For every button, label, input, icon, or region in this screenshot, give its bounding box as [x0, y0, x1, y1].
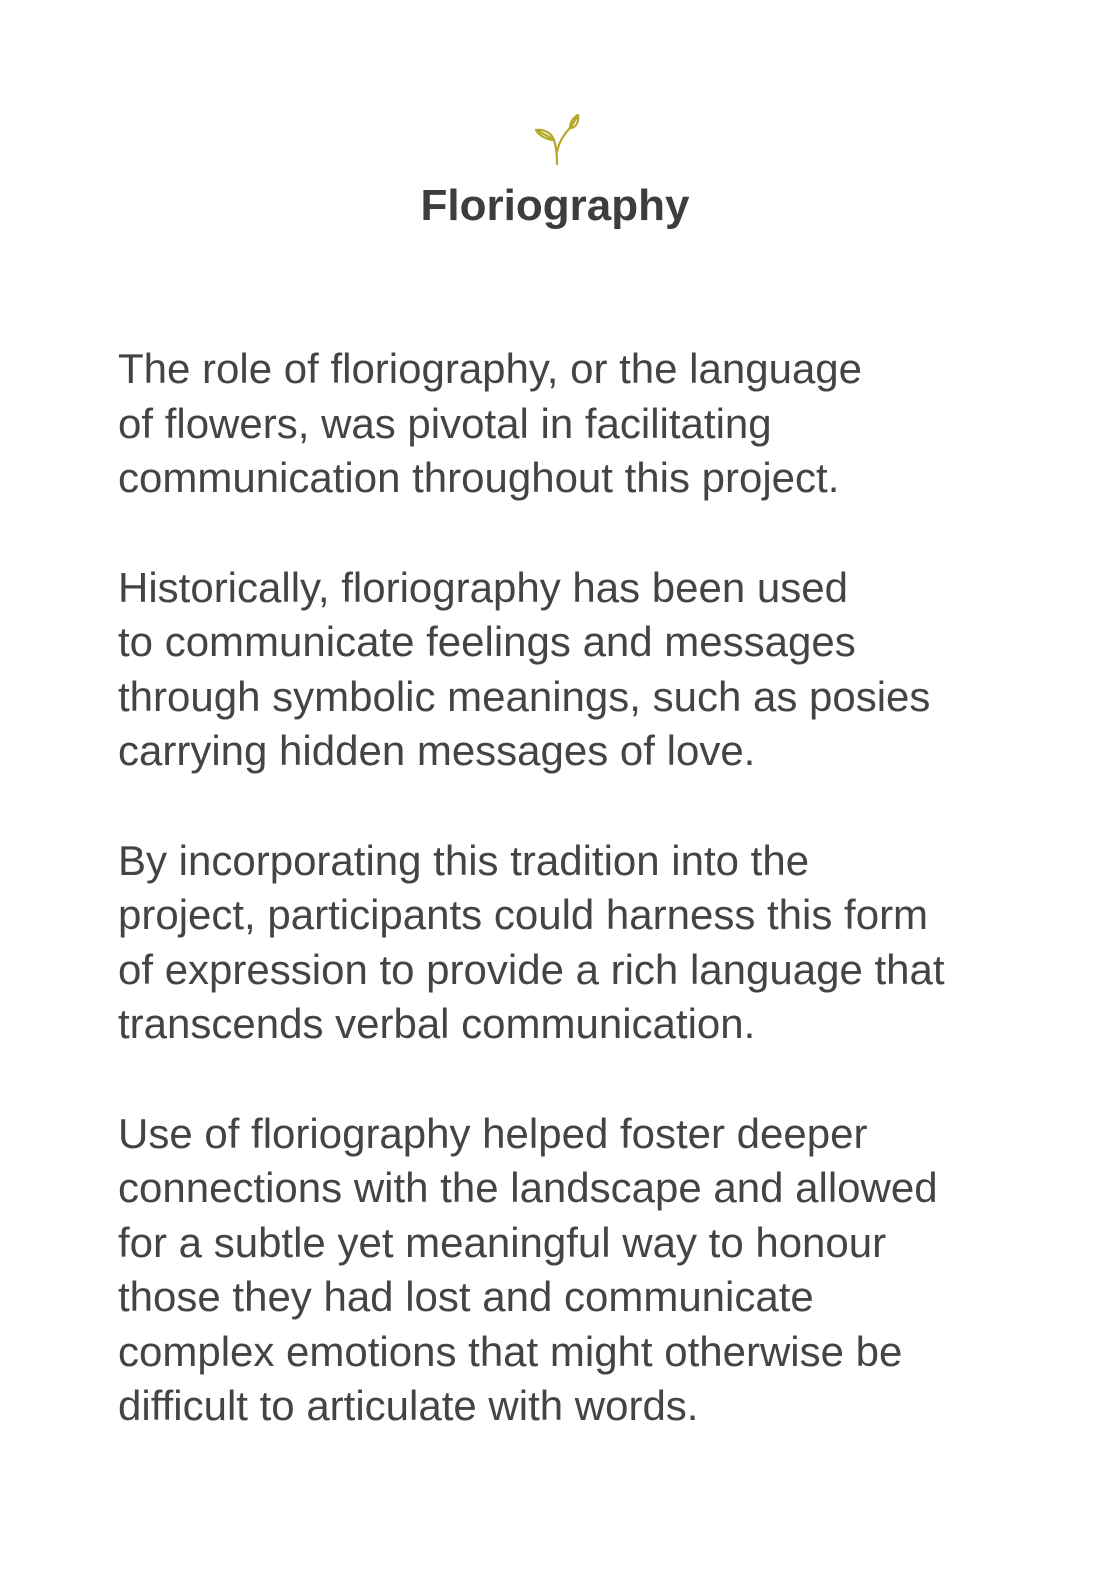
text-line: By incorporating this tradition into the: [118, 836, 810, 884]
text-line: complex emotions that might otherwise be: [118, 1327, 903, 1375]
text-line: of expression to provide a rich language that: [118, 945, 945, 993]
paragraph-2: [118, 561, 1018, 779]
text-line: those they had lost and communicate: [118, 1273, 814, 1320]
text-line: transcends verbal communication.: [118, 1000, 756, 1047]
text-line: of flowers, was pivotal in facilitating: [118, 399, 772, 447]
paragraph-1: [118, 342, 1018, 506]
text-line: connections with the landscape and allowed: [118, 1164, 938, 1211]
text-line: Use of floriography helped foster deeper: [118, 1109, 868, 1157]
sprout-icon: [530, 112, 582, 168]
text-line: difficult to articulate with words.: [118, 1382, 699, 1429]
text-line: carrying hidden messages of love.: [118, 727, 756, 774]
page-title: Floriography: [420, 181, 690, 230]
text-line: to communicate feelings and messages: [118, 618, 856, 665]
text-line: project, participants could harness this form: [118, 891, 929, 938]
text-line: The role of floriography, or the language: [118, 345, 863, 392]
paragraph-4: [118, 1107, 1018, 1434]
paragraph-3: [118, 834, 1018, 1052]
text-line: for a subtle yet meaningful way to honour: [118, 1218, 887, 1266]
text-line: through symbolic meanings, such as posies: [118, 672, 931, 720]
text-line: communication throughout this project.: [118, 454, 840, 501]
body-text: [118, 342, 1018, 1489]
text-line: Historically, floriography has been used: [118, 563, 848, 611]
